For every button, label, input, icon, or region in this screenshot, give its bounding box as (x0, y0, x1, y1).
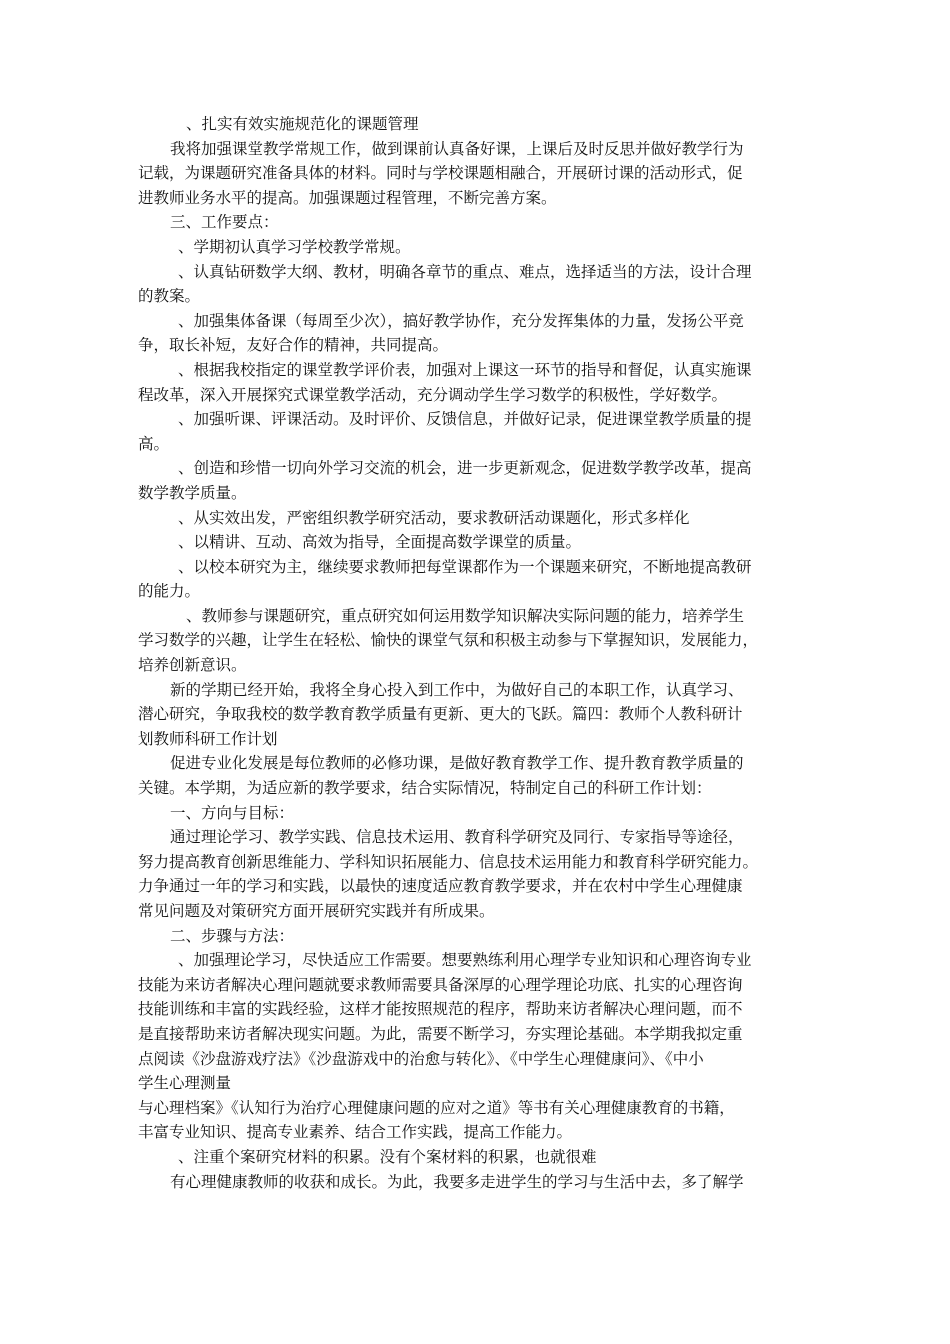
text-line: 、学期初认真学习学校教学常规。 (178, 237, 411, 256)
text-line: 、加强集体备课（每周至少次），搞好教学协作，充分发挥集体的力量，发扬公平竞 (178, 311, 744, 330)
text-line: 我将加强课堂教学常规工作，做到课前认真备好课，上课后及时反思并做好教学行为 (170, 139, 744, 158)
text-line: 一、方向与目标： (170, 803, 295, 822)
text-line: 、扎实有效实施规范化的课题管理 (186, 115, 419, 133)
text-line: 新的学期已经开始，我将全身心投入到工作中，为做好自己的本职工作，认真学习、 (170, 680, 744, 699)
text-line: 潜心研究，争取我校的数学教育教学质量有更新、更大的飞跃。篇四：教师个人教科研计 (138, 705, 743, 724)
text-line: 点阅读《沙盘游戏疗法》《沙盘游戏中的治愈与转化》、《中学生心理健康问》、《中小 (138, 1049, 704, 1068)
text-line: 常见问题及对策研究方面开展研究实践并有所成果。 (138, 902, 495, 920)
text-line: 争，取长补短，友好合作的精神，共同提高。 (138, 336, 449, 355)
text-line: 、根据我校指定的课堂教学评价表，加强对上课这一环节的指导和督促，认真实施课 (178, 360, 752, 379)
text-line: 、创造和珍惜一切向外学习交流的机会，进一步更新观念，促进数学教学改革，提高 (178, 459, 752, 478)
text-line: 、以校本研究为主，继续要求教师把每堂课都作为一个课题来研究，不断地提高教研 (178, 557, 752, 576)
text-line: 促进专业化发展是每位教师的必修功课，是做好教育教学工作、提升教育教学质量的 (170, 754, 744, 773)
text-line: 与心理档案》《认知行为治疗心理健康问题的应对之道》等书有关心理健康教育的书籍， (138, 1098, 735, 1117)
document-body (138, 112, 828, 1194)
text-line: 、从实效出发，严密组织教学研究活动，要求教研活动课题化，形式多样化 (178, 508, 690, 527)
text-line: 记载，为课题研究准备具体的材料。同时与学校课题相融合，开展研讨课的活动形式，促 (138, 164, 743, 183)
text-line: 力争通过一年的学习和实践，以最快的速度适应教育教学要求，并在农村中学生心理健康 (138, 877, 743, 896)
text-line: 三、工作要点： (170, 213, 279, 232)
text-line: 二、步骤与方法： (170, 926, 295, 945)
text-line: 学生心理测量 (138, 1074, 232, 1093)
text-line: 进教师业务水平的提高。加强课题过程管理，不断完善方案。 (138, 188, 557, 207)
text-line: 高。 (138, 434, 170, 453)
text-line: 程改革，深入开展探究式课堂教学活动，充分调动学生学习数学的积极性，学好数学。 (138, 385, 728, 404)
text-line: 、加强理论学习，尽快适应工作需要。想要熟练利用心理学专业知识和心理咨询专业 (178, 951, 752, 970)
text-line: 技能训练和丰富的实践经验，这样才能按照规范的程序，帮助来访者解决心理问题，而不 (138, 1000, 743, 1019)
text-line: 划教师科研工作计划 (138, 729, 278, 748)
text-line: 是直接帮助来访者解决现实问题。为此，需要不断学习，夯实理论基础。本学期我拟定重 (138, 1024, 743, 1043)
text-line: 学习数学的兴趣，让学生在轻松、愉快的课堂气氛和积极主动参与下掌握知识，发展能力， (138, 631, 759, 650)
text-line: 、以精讲、互动、高效为指导，全面提高数学课堂的质量。 (178, 533, 582, 552)
text-line: 有心理健康教师的收获和成长。为此，我要多走进学生的学习与生活中去，多了解学 (170, 1172, 744, 1191)
text-line: 培养创新意识。 (138, 656, 247, 675)
text-line: 努力提高教育创新思维能力、学科知识拓展能力、信息技术运用能力和教育科学研究能力。 (138, 852, 759, 871)
text-line: 、加强听课、评课活动。及时评价、反馈信息，并做好记录，促进课堂教学质量的提 (178, 410, 752, 429)
text-line: 、认真钻研数学大纲、教材，明确各章节的重点、难点，选择适当的方法，设计合理 (178, 262, 752, 281)
text-line: 丰富专业知识、提高专业素养、结合工作实践，提高工作能力。 (138, 1123, 573, 1142)
text-line: 技能为来访者解决心理问题就要求教师需要具备深厚的心理学理论功底、扎实的心理咨询 (138, 975, 743, 994)
text-line: 、注重个案研究材料的积累。没有个案材料的积累，也就很难 (178, 1147, 597, 1166)
text-line: 数学教学质量。 (138, 483, 247, 502)
text-line: 的教案。 (138, 287, 201, 306)
text-line: 关键。本学期，为适应新的教学要求，结合实际情况，特制定自己的科研工作计划： (138, 779, 712, 798)
text-line: 的能力。 (138, 582, 201, 601)
text-line: 、教师参与课题研究，重点研究如何运用数学知识解决实际问题的能力，培养学生 (186, 606, 745, 625)
text-line: 通过理论学习、教学实践、信息技术运用、教育科学研究及同行、专家指导等途径， (170, 828, 744, 847)
